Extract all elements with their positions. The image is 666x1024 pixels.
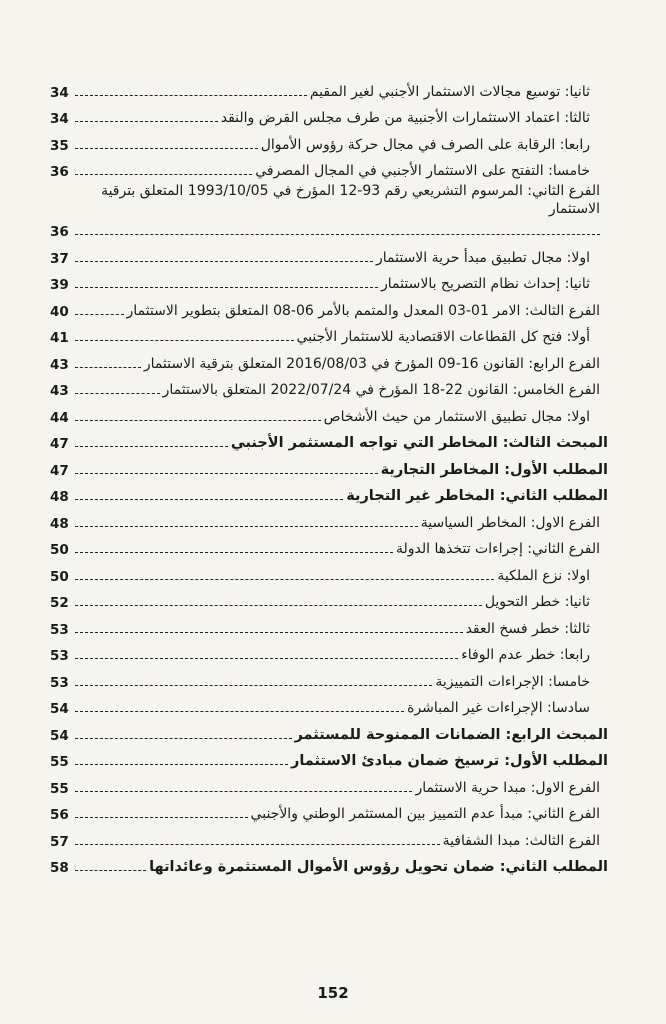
toc-entry-page: 53	[50, 648, 69, 664]
toc-entry	[50, 613, 608, 640]
dot-leader	[75, 121, 218, 122]
dot-leader	[75, 287, 378, 288]
toc-entry	[50, 587, 608, 614]
dot-leader	[75, 526, 418, 527]
toc-entry	[50, 640, 608, 667]
toc-entry	[50, 182, 608, 242]
toc-entry-leader-line	[50, 220, 600, 242]
dot-leader	[75, 420, 321, 421]
toc-entry-title: اولا: نزع الملكية	[497, 567, 590, 584]
toc-entry	[50, 666, 608, 693]
toc-entry-title: ثانيا: توسيع مجالات الاستثمار الأجنبي لغير المقيم	[309, 83, 590, 100]
toc-entry-title: رابعا: خطر عدم الوفاء	[461, 647, 590, 663]
dot-leader	[75, 791, 412, 792]
toc-entry	[50, 825, 608, 852]
toc-entry-title: الفرع الثالث: مبدا الشفافية	[442, 832, 600, 849]
toc-entry-page: 36	[50, 224, 69, 240]
toc-entry-title: الفرع الرابع: القانون 16-09 المؤرخ في 2016/08/03 المتعلق بترقية الاستثمار	[143, 355, 600, 372]
toc-entry-page: 53	[50, 674, 69, 691]
toc-heading-entry	[50, 454, 608, 481]
table-of-contents	[50, 76, 608, 878]
toc-entry-page: 48	[50, 515, 69, 532]
toc-entry-title: الفرع الاول: مبدا حرية الاستثمار	[415, 779, 600, 796]
toc-entry	[50, 507, 608, 534]
toc-heading-entry	[50, 852, 608, 879]
dot-leader	[75, 685, 432, 686]
toc-entry-title: المطلب الثاني: المخاطر غير التجارية	[346, 488, 608, 504]
toc-heading-entry	[50, 746, 608, 773]
toc-entry-title: الفرع الثالث: الامر 01-03 المعدل والمتمم بالأمر 06-08 المتعلق بتطوير الاستثمار	[126, 302, 600, 319]
toc-entry-title: الفرع الاول: المخاطر السياسية	[420, 514, 600, 531]
toc-entry	[50, 799, 608, 826]
toc-entry	[50, 269, 608, 296]
toc-entry-title: المبحث الثالث: المخاطر التي تواجه المستثمر الأجنبي	[230, 435, 608, 451]
toc-entry-title: ثانيا: إحداث نظام التصريح بالاستثمار	[381, 276, 590, 292]
toc-entry-title: خامسا: الإجراءات التمييزية	[435, 673, 590, 690]
dot-leader	[75, 738, 292, 739]
toc-entry	[50, 129, 608, 156]
toc-entry	[50, 103, 608, 130]
toc-entry	[50, 534, 608, 561]
toc-entry-title: المطلب الأول: ترسيخ ضمان مبادئ الاستثمار	[290, 753, 608, 769]
page-number: 152	[317, 984, 349, 1002]
toc-entry-title: سادسا: الإجراءات غير المباشرة	[407, 700, 590, 716]
dot-leader	[75, 393, 160, 394]
toc-entry	[50, 156, 608, 183]
toc-entry-title: الفرع الثاني: مبدأ عدم التمييز بين المستثمر الوطني والأجنبي	[250, 806, 600, 822]
toc-entry-page: 48	[50, 489, 69, 505]
dot-leader	[75, 499, 343, 500]
toc-entry-title: ثانيا: خطر التحويل	[484, 594, 590, 610]
toc-entry	[50, 76, 608, 103]
toc-entry-page: 34	[50, 84, 69, 101]
dot-leader	[75, 148, 258, 149]
dot-leader	[75, 844, 440, 845]
dot-leader	[75, 711, 404, 712]
toc-entry-title: رابعا: الرقابة على الصرف في مجال حركة رؤوس الأموال	[260, 136, 590, 153]
toc-entry-page: 43	[50, 383, 69, 399]
dot-leader	[75, 870, 146, 871]
toc-entry	[50, 693, 608, 720]
toc-entry-page: 34	[50, 111, 69, 127]
toc-entry-title: أولا: فتح كل القطاعات الاقتصادية للاستثمار الأجنبي	[296, 329, 590, 345]
toc-entry-page: 50	[50, 568, 69, 585]
toc-entry-page: 47	[50, 462, 69, 479]
toc-entry	[50, 295, 608, 322]
dot-leader	[75, 764, 288, 765]
toc-entry-page: 58	[50, 860, 69, 876]
dot-leader	[75, 579, 494, 580]
toc-entry-page: 55	[50, 780, 69, 797]
dot-leader	[75, 605, 482, 606]
toc-entry-title: ثالثا: خطر فسخ العقد	[465, 620, 590, 637]
toc-entry-page: 40	[50, 303, 69, 320]
toc-entry-page: 43	[50, 356, 69, 373]
toc-entry	[50, 375, 608, 402]
toc-entry	[50, 401, 608, 428]
toc-entry-page: 57	[50, 833, 69, 850]
toc-entry-title: ثالثا: اعتماد الاستثمارات الأجنبية من طرف مجلس القرض والنقد	[220, 110, 590, 126]
toc-entry-page: 44	[50, 409, 69, 426]
dot-leader	[75, 174, 252, 175]
toc-entry-page: 54	[50, 727, 69, 744]
toc-entry-page: 50	[50, 542, 69, 558]
toc-entry-title: اولا: مجال تطبيق الاستثمار من حيث الأشخاص	[323, 408, 590, 425]
dot-leader	[75, 473, 378, 474]
toc-entry-title: خامسا: التفتح على الاستثمار الأجنبي في المجال المصرفي	[255, 163, 590, 179]
toc-entry-page: 54	[50, 701, 69, 717]
toc-entry-title: الفرع الخامس: القانون 22-18 المؤرخ في 2022/07/24 المتعلق بالاستثمار	[162, 382, 600, 398]
dot-leader	[75, 552, 393, 553]
toc-entry-page: 52	[50, 595, 69, 611]
toc-heading-entry	[50, 428, 608, 455]
toc-entry	[50, 322, 608, 349]
dot-leader	[75, 95, 307, 96]
toc-entry-page: 39	[50, 277, 69, 293]
dot-leader	[75, 632, 463, 633]
toc-entry-page: 53	[50, 621, 69, 638]
toc-heading-entry	[50, 719, 608, 746]
dot-leader	[75, 658, 458, 659]
toc-entry-page: 37	[50, 250, 69, 267]
toc-entry	[50, 242, 608, 269]
toc-entry-title: المطلب الأول: المخاطر التجارية	[380, 461, 608, 478]
toc-entry-page: 41	[50, 330, 69, 346]
toc-entry-page: 55	[50, 754, 69, 770]
dot-leader	[75, 817, 248, 818]
toc-entry-page: 35	[50, 137, 69, 154]
toc-entry-page: 36	[50, 164, 69, 180]
toc-entry-page: 56	[50, 807, 69, 823]
toc-entry	[50, 348, 608, 375]
toc-entry-title: المطلب الثاني: ضمان تحويل رؤوس الأموال المستثمرة وعائداتها	[149, 859, 608, 875]
toc-entry-title: الفرع الثاني: المرسوم التشريعي رقم 93-12 المؤرخ في 1993/10/05 المتعلق بترقية الاستثمار	[101, 183, 600, 217]
toc-entry-title: الفرع الثاني: إجراءات تتخذها الدولة	[395, 541, 600, 557]
dot-leader	[75, 446, 228, 447]
toc-heading-entry	[50, 481, 608, 508]
dot-leader	[75, 314, 124, 315]
toc-entry-page: 47	[50, 436, 69, 452]
dot-leader	[75, 261, 373, 262]
dot-leader	[75, 340, 294, 341]
dot-leader	[75, 367, 141, 368]
dot-leader	[75, 234, 600, 235]
toc-entry	[50, 560, 608, 587]
toc-entry-title: اولا: مجال تطبيق مبدأ حرية الاستثمار	[376, 249, 590, 266]
toc-entry-title: المبحث الرابع: الضمانات الممنوحة للمستثمر	[294, 726, 608, 743]
toc-entry	[50, 772, 608, 799]
